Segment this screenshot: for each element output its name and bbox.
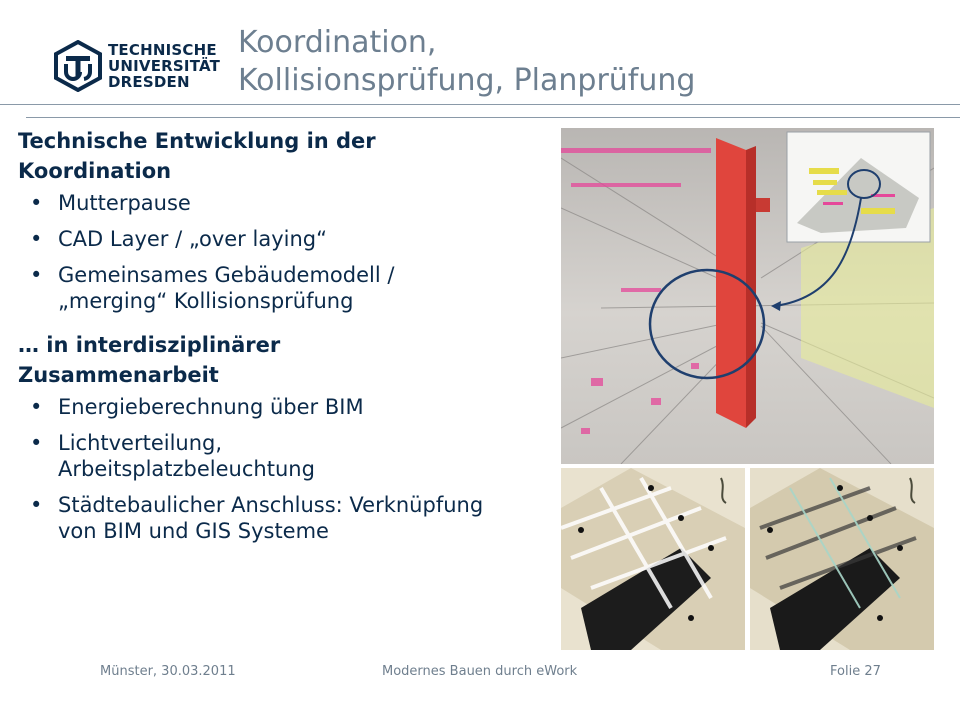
- bim-collision-model-image: [561, 128, 934, 464]
- header-divider-secondary: [26, 117, 960, 118]
- bullet-item: • Gemeinsames Gebäudemodell / „merging“ Kollisionsprüfung: [18, 262, 488, 314]
- tu-dresden-emblem-icon: [52, 40, 104, 92]
- logo-line-3: DRESDEN: [108, 73, 190, 91]
- slide-content: [18, 126, 528, 560]
- bullet-item: • Energieberechnung über BIM: [18, 394, 528, 420]
- bullet-list-2: [18, 394, 528, 544]
- bullet-item: • Lichtverteilung, Arbeitsplatzbeleuchtung: [18, 430, 438, 482]
- bullet-item: • Mutterpause: [18, 190, 528, 216]
- footer-date: Münster, 30.03.2011: [100, 664, 236, 679]
- logo-line-2: UNIVERSITÄT: [108, 57, 221, 75]
- footer-slide-number: Folie 27: [830, 664, 881, 679]
- footer-event: Modernes Bauen durch eWork: [382, 664, 578, 679]
- daylight-distribution-image: [561, 468, 934, 650]
- section-heading-1: Technische Entwicklung in der Koordination: [18, 129, 376, 183]
- tu-dresden-logo: [52, 40, 221, 96]
- bullet-list-1: [18, 190, 528, 314]
- bullet-item: • Städtebaulicher Anschluss: Verknüpfung von BIM und GIS Systeme: [18, 492, 488, 544]
- logo-wordmark: [108, 42, 220, 90]
- bullet-item: • CAD Layer / „over laying“: [18, 226, 528, 252]
- slide-title: Koordination, Kollisionsprüfung, Planprüfung: [238, 25, 696, 98]
- logo-line-1: TECHNISCHE: [108, 41, 217, 59]
- header-divider: [0, 104, 960, 105]
- section-heading-2: … in interdisziplinärer Zusammenarbeit: [18, 333, 281, 387]
